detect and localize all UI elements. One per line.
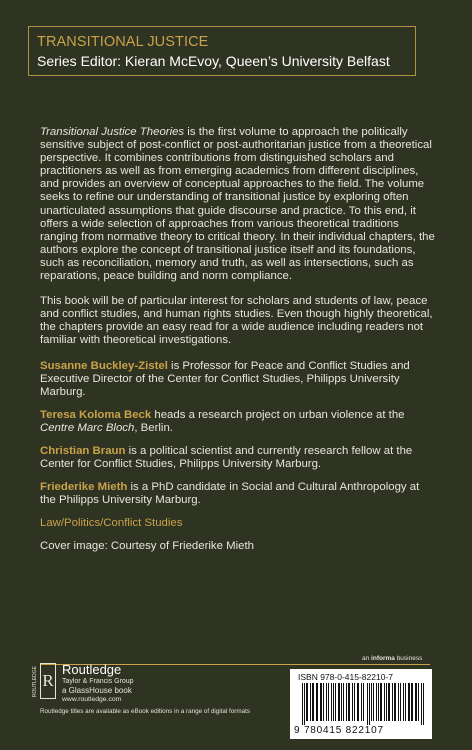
author-name: Susanne Buckley-Zistel	[40, 359, 168, 372]
publisher-block	[32, 660, 251, 718]
series-title: TRANSITIONAL JUSTICE	[37, 34, 209, 50]
author-bio: Teresa Koloma Beck heads a research project on urban violence at the Centre Marc Bloch, Berlin.	[40, 408, 405, 434]
author-bio: Friederike Mieth is a PhD candidate in Social and Cultural Anthropology at the Philipps University Marburg.	[40, 481, 420, 507]
series-box	[28, 26, 416, 76]
ebook-note: Routledge titles are available as eBook editions in a range of digital formats	[40, 708, 251, 715]
description-paragraph-1: Transitional Justice Theories is the first volume to approach the politically sensitive subject of post-conflict or post-authoritarian justice from a theoretical perspective. It combines contributions from distinguished scholars and practitioners as well as from emerging academics from different disciplines, and provides an overview of conceptual approaches to the field. The volume seeks to refine our understanding of transitional justice by exploring often unarticulated assumptions that guide discourse and practice. To this end, it offers a wide selection of approaches from various theoretical traditions ranging from normative theory to critical theory. In their individual chapters, the authors explore the concept of transitional justice itself and its foundations, such as reconciliation, memory and truth, as well as intersections, such as reparations, peace building and norm compliance.	[40, 126, 435, 283]
back-cover-text	[40, 126, 436, 566]
author-bio: Christian Braun is a political scientist and currently research fellow at the Center for Conflict Studies, Philipps University Marburg.	[40, 444, 413, 471]
author-name: Christian Braun	[40, 444, 126, 457]
description-paragraph-2: This book will be of particular interest for scholars and students of law, peace and conflict studies, and human rights studies. Even though highly theoretical, the chapters provide an easy read for a wide audience including readers not familiar with theoretical investigations.	[40, 295, 433, 347]
barcode-digits: 9 780415 822107	[294, 725, 384, 736]
subject-category: Law/Politics/Conflict Studies	[40, 517, 183, 530]
book-title: Transitional Justice Theories	[40, 126, 185, 138]
publisher-group: Taylor & Francis Group	[62, 678, 134, 685]
informa-tagline: an informa business	[362, 655, 423, 662]
cover-credit: Cover image: Courtesy of Friederike Mieth	[40, 540, 254, 553]
author-name: Friederike Mieth	[40, 481, 128, 494]
barcode-icon	[296, 683, 426, 725]
publisher-imprint: a GlassHouse book	[62, 686, 132, 695]
publisher-url: www.routledge.com	[62, 696, 122, 703]
author-bio: Susanne Buckley-Zistel is Professor for Peace and Conflict Studies and Executive Director of the Center for Conflict Studies, Philipps University Marburg.	[40, 359, 410, 398]
publisher-name: Routledge	[62, 662, 122, 677]
series-editor: Series Editor: Kieran McEvoy, Queen’s University Belfast	[37, 53, 390, 69]
isbn-label: ISBN 978-0-415-82210-7	[298, 672, 393, 682]
routledge-logo-icon: ROUTLEDGE R	[40, 663, 56, 699]
barcode-box	[290, 669, 432, 739]
author-name: Teresa Koloma Beck	[40, 408, 152, 421]
